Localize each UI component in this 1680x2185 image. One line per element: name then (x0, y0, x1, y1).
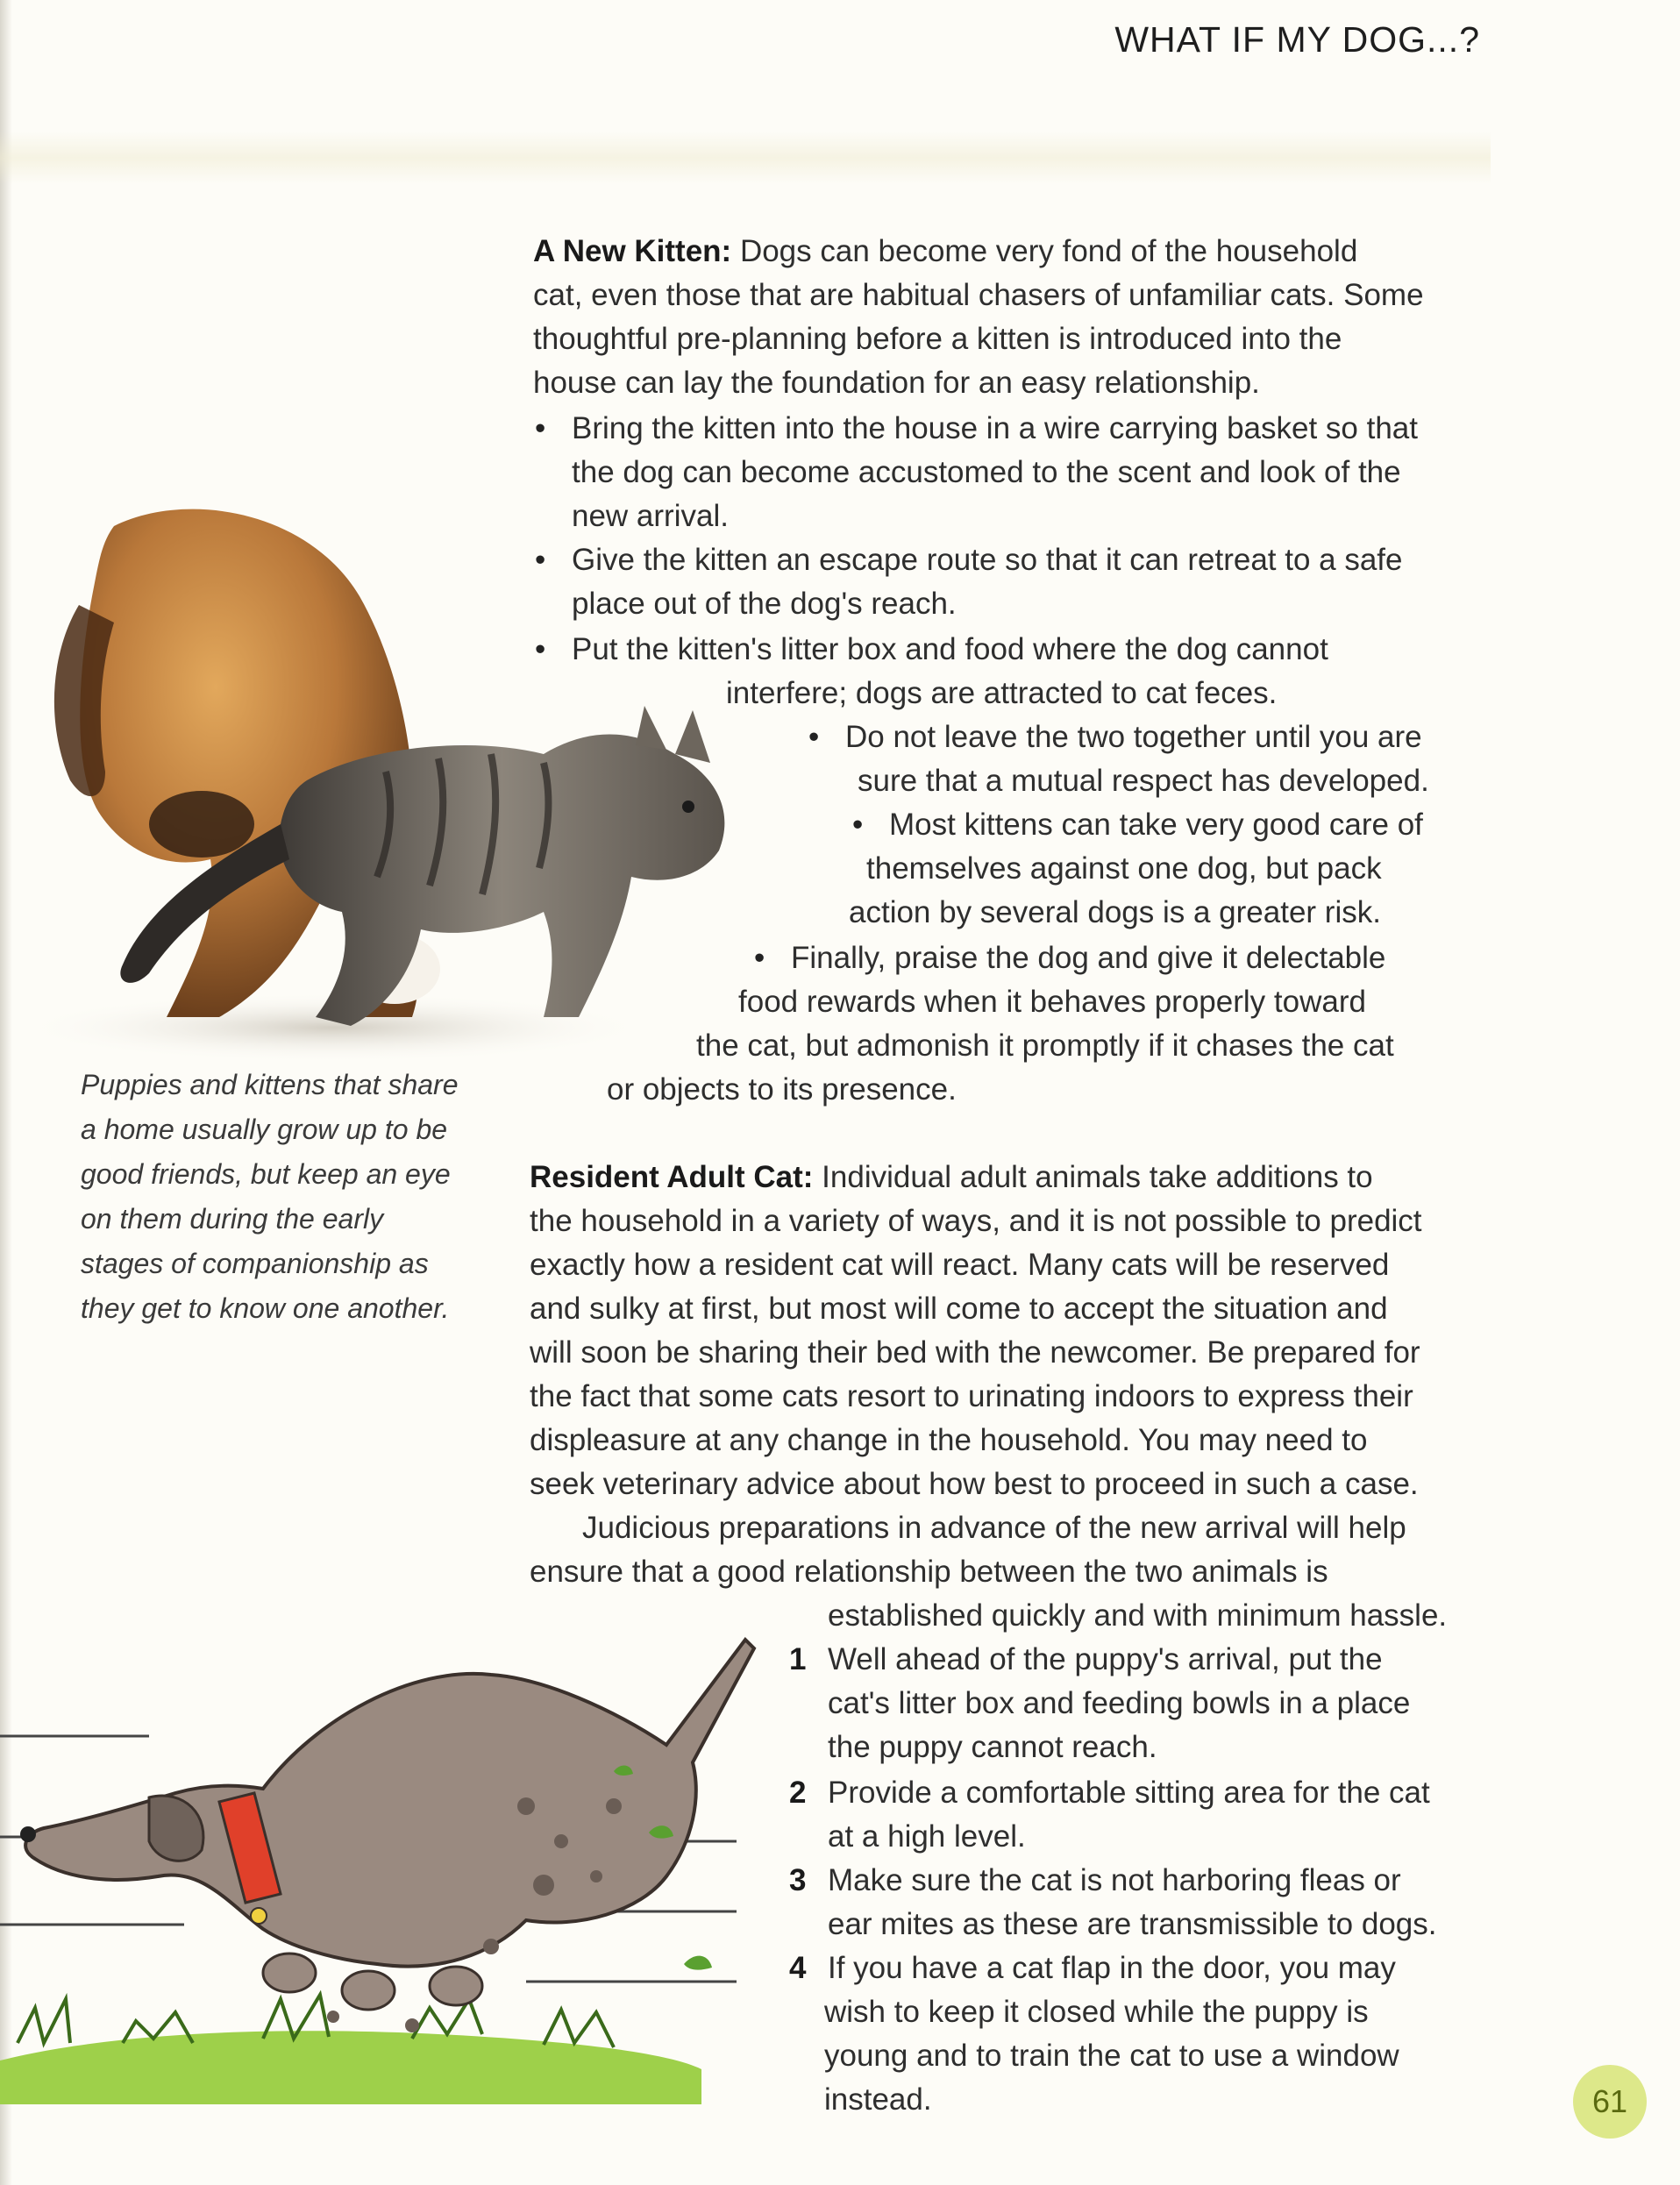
caption-line: Puppies and kittens that share (81, 1069, 459, 1100)
step-number: 4 (789, 1951, 807, 1985)
step-4-line: wish to keep it closed while the puppy is (824, 1995, 1369, 2029)
adult-cat-line: seek veterinary advice about how best to proceed in such a case. (530, 1467, 1419, 1501)
kitten-bullet-6-cont: food rewards when it behaves properly toward (738, 985, 1366, 1019)
step-number: 1 (789, 1642, 807, 1676)
kitten-bullet-3: • Put the kitten's litter box and food where the dog cannot (572, 628, 1328, 672)
step-number: 2 (789, 1776, 807, 1810)
dog (25, 1640, 754, 1967)
adult-cat-line: and sulky at first, but most will come to accept the situation and (530, 1292, 1388, 1326)
step-3-line: Make sure the cat is not harboring fleas or (828, 1863, 1401, 1897)
page-number: 61 (1573, 2065, 1647, 2139)
kitten-bullet-1-cont: new arrival. (572, 499, 729, 533)
kitten-bullet-6-cont: or objects to its presence. (607, 1072, 957, 1107)
kitten-bullet-4-cont: sure that a mutual respect has developed. (858, 764, 1429, 798)
kitten-bullet-5-cont: themselves against one dog, but pack (866, 851, 1382, 886)
kitten-bullet-5: • Most kittens can take very good care of (889, 803, 1423, 847)
caption-line: a home usually grow up to be (81, 1114, 448, 1145)
step-3-line: ear mites as these are transmissible to dogs. (828, 1907, 1437, 1941)
grass (0, 2031, 701, 2104)
adult-cat-line: Judicious preparations in advance of the new arrival will help (582, 1511, 1406, 1545)
kitten-bullet-3-cont: interfere; dogs are attracted to cat feces. (726, 676, 1278, 710)
kitten-bullet-1-cont: the dog can become accustomed to the scent and look of the (572, 455, 1401, 489)
kitten-intro-line-1: A New Kitten: Dogs can become very fond of the household (533, 234, 1358, 268)
step-4-line: instead. (824, 2082, 932, 2117)
kitten-bullet-1: • Bring the kitten into the house in a wire carrying basket so that (572, 407, 1418, 451)
step-number: 3 (789, 1863, 807, 1897)
kitten (279, 735, 724, 1027)
kitten-bullet-6-cont: the cat, but admonish it promptly if it chases the cat (696, 1028, 1394, 1063)
adult-cat-line: displeasure at any change in the household. You may need to (530, 1423, 1368, 1457)
step-2-line: Provide a comfortable sitting area for the cat (828, 1776, 1430, 1810)
adult-cat-line: exactly how a resident cat will react. Many cats will be reserved (530, 1248, 1390, 1282)
kitten-bullet-2: • Give the kitten an escape route so that it can retreat to a safe (572, 538, 1403, 582)
adult-cat-line: ensure that a good relationship between the two animals is (530, 1555, 1328, 1589)
kitten-intro-line-4: house can lay the foundation for an easy relationship. (533, 366, 1260, 400)
photo-caption (81, 1063, 484, 1331)
caption-line: they get to know one another. (81, 1292, 450, 1324)
caption-line: stages of companionship as (81, 1248, 429, 1279)
digging-dog-illustration (0, 1613, 772, 2104)
step-4-line: young and to train the cat to use a window (824, 2039, 1399, 2073)
adult-cat-line: the fact that some cats resort to urinating indoors to express their (530, 1379, 1413, 1413)
kitten-bullet-2-cont: place out of the dog's reach. (572, 587, 957, 621)
kitten-heading: A New Kitten: (533, 234, 732, 268)
caption-line: good friends, but keep an eye (81, 1158, 451, 1190)
header-band (0, 132, 1491, 184)
adult-cat-line: the household in a variety of ways, and it is not possible to predict (530, 1204, 1422, 1238)
adult-cat-line: established quickly and with minimum hassle. (828, 1598, 1448, 1633)
kitten-bullet-6: • Finally, praise the dog and give it delectable (791, 936, 1385, 980)
adult-cat-line-1: Resident Adult Cat: Individual adult animals take additions to (530, 1160, 1373, 1194)
step-1-line: Well ahead of the puppy's arrival, put the (828, 1642, 1383, 1676)
kitten-bullet-5-cont: action by several dogs is a greater risk. (849, 895, 1381, 929)
kitten-intro-line-3: thoughtful pre-planning before a kitten is introduced into the (533, 322, 1342, 356)
caption-line: on them during the early (81, 1203, 384, 1235)
step-1-line: the puppy cannot reach. (828, 1730, 1157, 1764)
adult-cat-line: will soon be sharing their bed with the newcomer. Be prepared for (530, 1335, 1420, 1370)
running-head: WHAT IF MY DOG...? (1114, 19, 1480, 60)
kitten-intro-line-2: cat, even those that are habitual chasers of unfamiliar cats. Some (533, 278, 1424, 312)
step-4-line: If you have a cat flap in the door, you may (828, 1951, 1396, 1985)
step-2-line: at a high level. (828, 1819, 1026, 1854)
adult-cat-heading: Resident Adult Cat: (530, 1160, 814, 1194)
kitten-bullet-4: • Do not leave the two together until you are (845, 715, 1422, 759)
step-1-line: cat's litter box and feeding bowls in a place (828, 1686, 1411, 1720)
